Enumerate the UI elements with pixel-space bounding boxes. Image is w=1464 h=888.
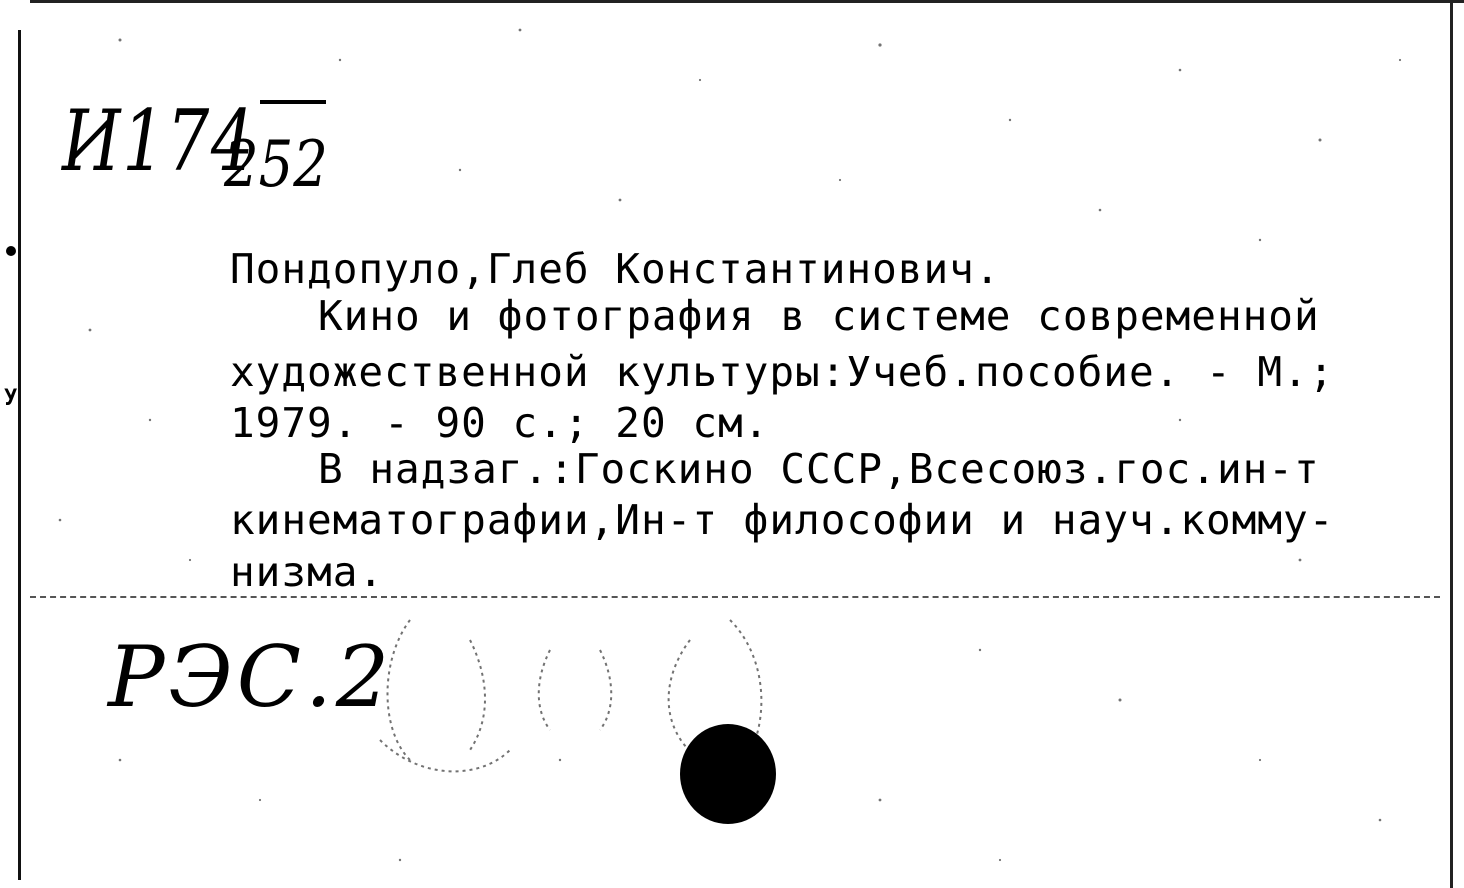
note-line-1: В надзаг.:Госкино СССР,Всесоюз.гос.ин-т — [318, 445, 1320, 493]
ink-blot — [680, 724, 776, 824]
side-mark: У — [4, 386, 18, 411]
card-right-edge — [1450, 0, 1453, 888]
shelf-mark: РЭС.2 — [108, 628, 394, 726]
card-top-edge — [30, 0, 1464, 3]
punch-mark — [6, 246, 16, 256]
call-number-main: И174 — [62, 92, 256, 190]
dashed-separator — [30, 596, 1440, 598]
card-left-edge — [18, 30, 21, 880]
call-number-overline — [260, 100, 326, 104]
call-number-sub: 252 — [224, 128, 328, 202]
imprint-line: 1979. - 90 с.; 20 см. — [230, 399, 770, 447]
author-heading: Пондопуло,Глеб Константинович. — [230, 245, 1001, 293]
title-line-2: художественной культуры:Учеб.пособие. - М.; — [230, 348, 1335, 396]
note-line-3: низма. — [230, 548, 385, 596]
note-line-2: кинематографии,Ин-т философии и науч.комму- — [230, 496, 1335, 544]
title-line-1: Кино и фотография в системе современной — [318, 292, 1320, 340]
